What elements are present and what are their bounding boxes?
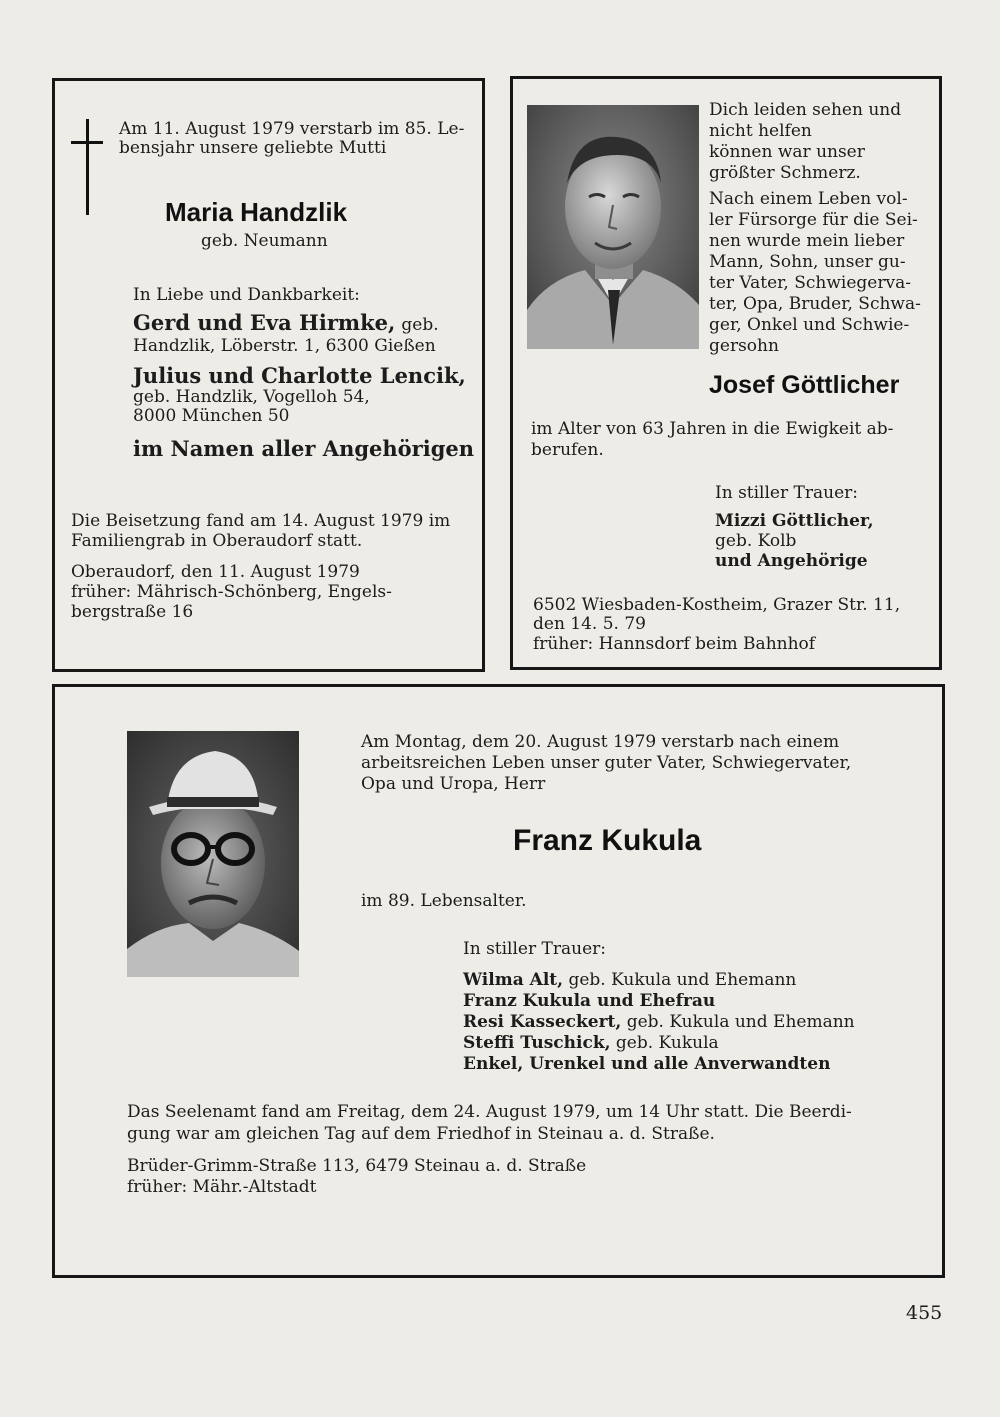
mourner1-address: Handzlik, Löberstr. 1, 6300 Gießen [133,336,436,356]
body-line-6: ter, Opa, Bruder, Schwa- [709,294,921,314]
page-number: 455 [906,1302,943,1324]
mourner1-suffix: geb. [401,315,439,335]
address-line-2: früher: Mähr.-Altstadt [127,1177,317,1197]
intro-line-2: arbeitsreichen Leben unser guter Vater, Schwiegervater, [361,753,852,773]
portrait-photo-franz [127,731,299,977]
age-line-1: im Alter von 63 Jahren in die Ewigkeit ab- [531,419,894,439]
mourners-label: In Liebe und Dankbarkeit: [133,285,360,305]
mourner3: im Namen aller Angehörigen [133,436,475,461]
body-line-5: ter Vater, Schwiegerva- [709,273,911,293]
mourner2: und Angehörige [715,551,868,571]
deceased-name: Maria Handzlik [165,197,348,227]
mourner1-maiden: geb. Kolb [715,531,797,551]
place-date-line-2: früher: Mährisch-Schönberg, Engels- [71,582,392,602]
mourner2-address-1: geb. Handzlik, Vogelloh 54, [133,387,370,407]
mourner-detail: geb. Kukula [615,1033,719,1053]
mourner-name: Resi Kasseckert, [463,1012,622,1032]
notice-franz-kukula [52,684,945,1278]
intro-line-1: Am Montag, dem 20. August 1979 verstarb nach einem [361,732,840,752]
body-line-4: Mann, Sohn, unser gu- [709,252,906,272]
age-line-2: berufen. [531,440,604,460]
portrait-photo-josef [527,105,699,349]
mourner-line-3 [463,1012,855,1033]
mourner1-line [133,311,439,337]
address-line-2: den 14. 5. 79 [533,614,646,634]
burial-line-1: Die Beisetzung fand am 14. August 1979 im [71,511,451,531]
mourner-detail: geb. Kukula und Ehemann [568,970,797,990]
mourner-line-4 [463,1033,719,1054]
mourner-name: Steffi Tuschick, [463,1033,611,1053]
address-line-1: Brüder-Grimm-Straße 113, 6479 Steinau a. d. Straße [127,1156,587,1176]
mourners-label: In stiller Trauer: [463,939,606,959]
mourner-name: Franz Kukula und Ehefrau [463,991,716,1011]
age: im 89. Lebensalter. [361,891,527,911]
intro-line-3: Opa und Uropa, Herr [361,774,546,794]
quote-line-2: nicht helfen [709,121,812,141]
address-line-3: früher: Hannsdorf beim Bahnhof [533,634,816,654]
intro-line-2: bensjahr unsere geliebte Mutti [119,138,387,158]
mourner-line-1 [463,970,796,991]
mourner2-name: Julius und Charlotte Lencik, [133,363,466,388]
service-line-1: Das Seelenamt fand am Freitag, dem 24. August 1979, um 14 Uhr statt. Die Beerdi- [127,1102,852,1122]
address-line-1: 6502 Wiesbaden-Kostheim, Grazer Str. 11, [533,595,901,615]
service-line-2: gung war am gleichen Tag auf dem Friedhof in Steinau a. d. Straße. [127,1124,715,1144]
mourner1-name: Mizzi Göttlicher, [715,511,874,531]
place-date-line-3: bergstraße 16 [71,602,194,622]
cross-icon [83,119,91,215]
mourner2-address-2: 8000 München 50 [133,406,290,426]
mourners-label: In stiller Trauer: [715,483,858,503]
place-date-line-1: Oberaudorf, den 11. August 1979 [71,562,360,582]
burial-line-2: Familiengrab in Oberaudorf statt. [71,531,363,551]
body-line-8: gersohn [709,336,779,356]
mourner-line-2 [463,991,715,1012]
portrait-photo-josef-graphic [527,105,699,349]
notice-josef-goettlicher [510,76,942,670]
mourner-name: Wilma Alt, [463,970,564,990]
body-line-2: ler Fürsorge für die Sei- [709,210,918,230]
deceased-name: Josef Göttlicher [709,371,900,399]
mourner-line-5 [463,1054,830,1075]
mourner1-name: Gerd und Eva Hirmke, [133,310,396,335]
body-line-1: Nach einem Leben vol- [709,189,908,209]
intro-line-1: Am 11. August 1979 verstarb im 85. Le- [119,119,465,139]
quote-line-3: können war unser [709,142,865,162]
portrait-photo-franz-graphic [127,731,299,977]
body-line-3: nen wurde mein lieber [709,231,905,251]
mourner-detail: geb. Kukula und Ehemann [626,1012,855,1032]
quote-line-1: Dich leiden sehen und [709,100,902,120]
deceased-name: Franz Kukula [513,824,702,857]
maiden-name: geb. Neumann [201,231,328,251]
quote-line-4: größter Schmerz. [709,163,861,183]
mourner-name: Enkel, Urenkel und alle Anverwandten [463,1054,831,1074]
notice-maria-handzlik [52,78,485,672]
body-line-7: ger, Onkel und Schwie- [709,315,910,335]
